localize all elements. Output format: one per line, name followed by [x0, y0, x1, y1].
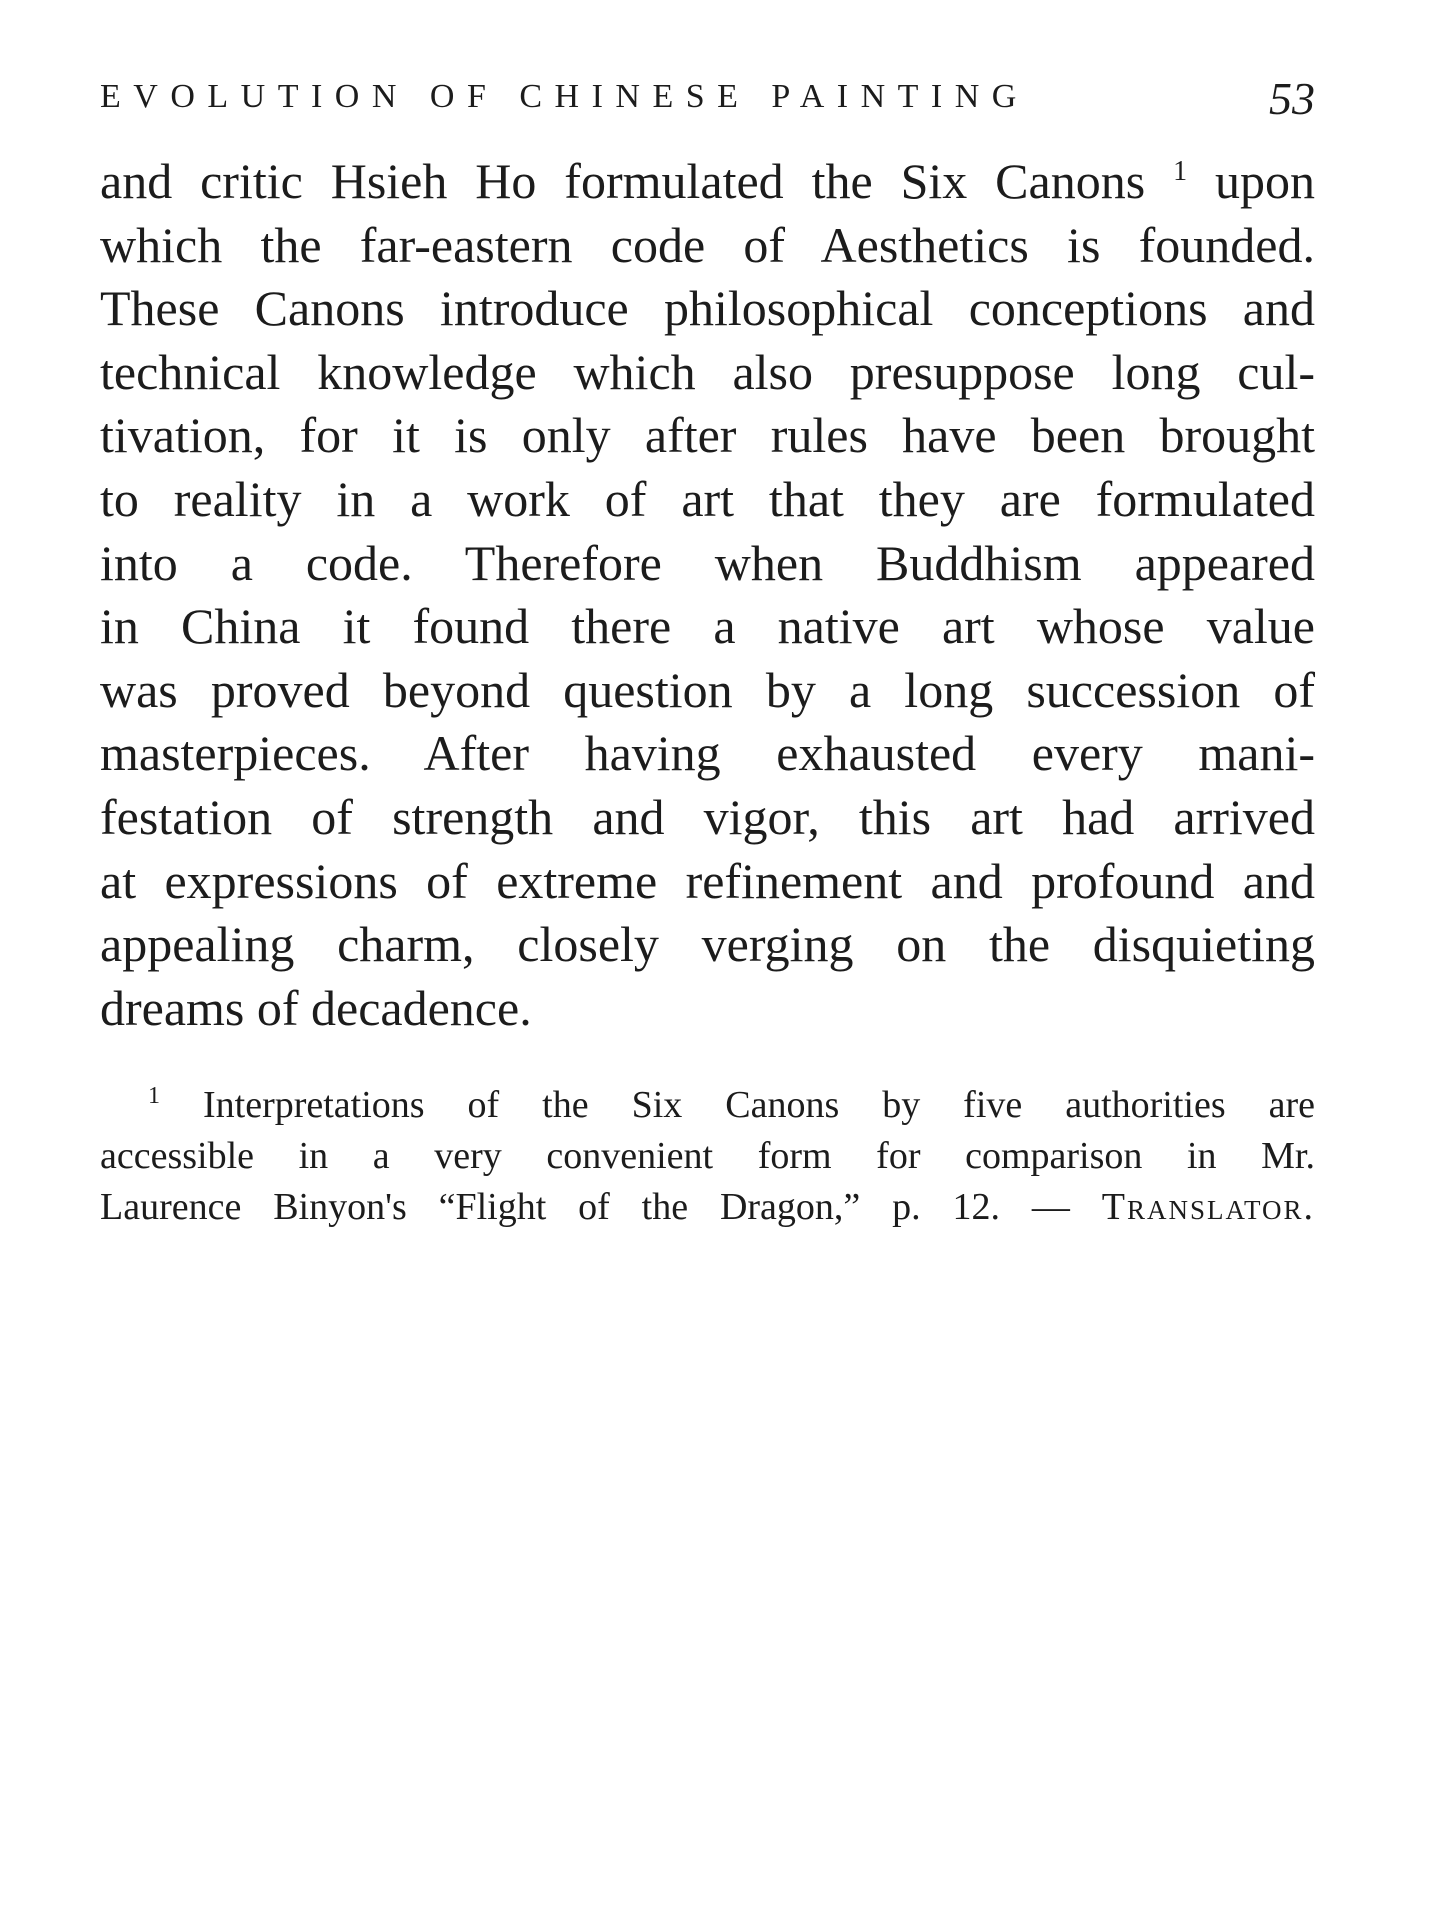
footnote-line: accessible in a very convenient form for comparison in Mr.: [100, 1135, 1315, 1177]
footnote-line: [100, 1182, 1315, 1233]
footnote-attribution: Translator.: [1101, 1186, 1316, 1228]
body-line-text: and critic Hsieh Ho formulated the Six Canons: [100, 153, 1146, 209]
footnote-line-text: Laurence Binyon's “Flight of the Dragon,” p. 12. —: [100, 1186, 1070, 1228]
footnote-line: [100, 1080, 1315, 1131]
page-number: 53: [1269, 73, 1315, 124]
body-line: at expressions of extreme refinement and profound and: [100, 852, 1315, 909]
body-line: dreams of decadence.: [100, 979, 532, 1036]
body-line: masterpieces. After having exhausted every mani-: [100, 725, 1315, 782]
body-line: in China it found there a native art whose value: [100, 598, 1315, 655]
footnote-line-text: Interpretations of the Six Canons by five authorities are: [202, 1084, 1315, 1126]
body-line-text: upon: [1215, 153, 1316, 209]
body-line: was proved beyond question by a long succession of: [100, 661, 1315, 718]
body-line: tivation, for it is only after rules have been brought: [100, 407, 1315, 464]
running-title: EVOLUTION OF CHINESE PAINTING: [100, 78, 1029, 115]
body-line: into a code. Therefore when Buddhism appeared: [100, 534, 1315, 591]
running-head: [100, 72, 1315, 132]
body-line: technical knowledge which also presuppose long cul-: [100, 343, 1315, 400]
body-line: appealing charm, closely verging on the disquieting: [100, 916, 1315, 973]
footnote: [100, 1080, 1315, 1233]
body-paragraph: [100, 150, 1315, 1040]
body-line: which the far-eastern code of Aesthetics is founded.: [100, 216, 1315, 273]
body-line: These Canons introduce philosophical conceptions and: [100, 280, 1315, 337]
footnote-mark: 1: [148, 1083, 160, 1109]
body-line: festation of strength and vigor, this art had arrived: [100, 788, 1315, 845]
footnote-reference: 1: [1173, 156, 1188, 187]
body-line: [100, 150, 1315, 214]
body-line: to reality in a work of art that they are formulated: [100, 470, 1315, 527]
